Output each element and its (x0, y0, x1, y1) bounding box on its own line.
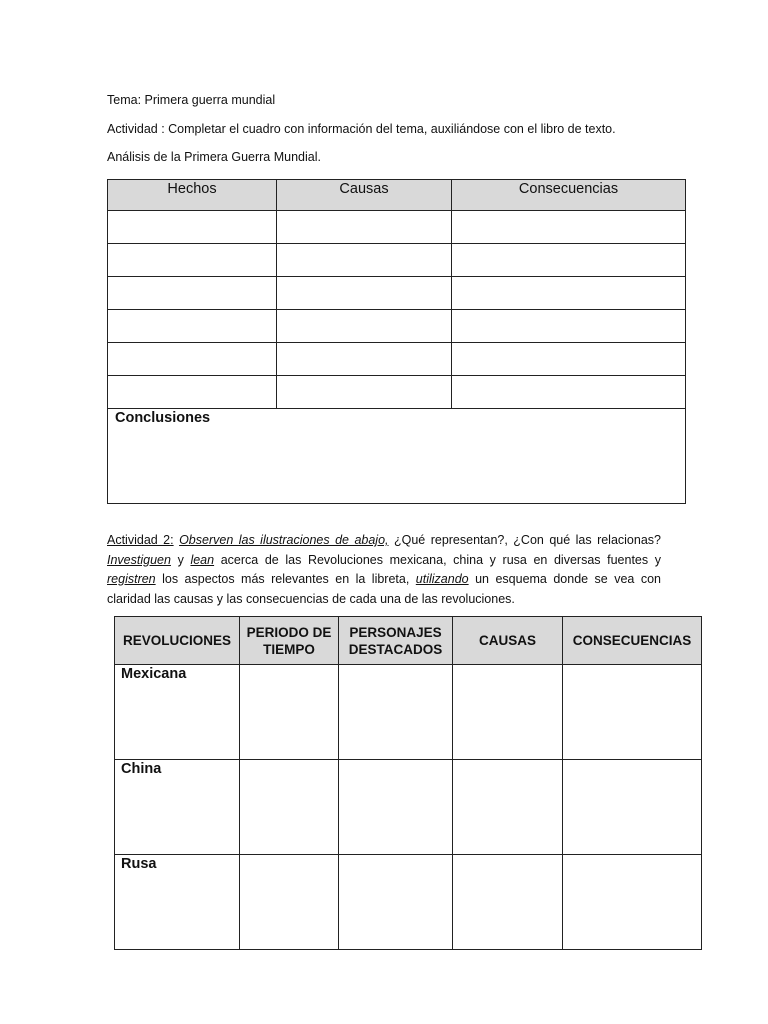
header-revoluciones: REVOLUCIONES (115, 617, 240, 665)
conjunction-y: y (177, 552, 184, 567)
analysis-title: Análisis de la Primera Guerra Mundial. (107, 150, 321, 164)
table-row (108, 277, 686, 310)
table-cell[interactable] (108, 244, 277, 277)
table-cell[interactable] (453, 855, 563, 950)
table-cell[interactable] (240, 760, 339, 855)
table-cell[interactable] (563, 855, 702, 950)
question-text: ¿Qué representan?, ¿Con qué las relacionas? (393, 533, 661, 547)
table-cell[interactable] (108, 343, 277, 376)
activity-2-paragraph (107, 531, 661, 609)
table-cell[interactable] (452, 343, 686, 376)
table-cell[interactable] (452, 310, 686, 343)
activity-2-label: Actividad 2: (107, 533, 174, 547)
table-cell[interactable] (563, 760, 702, 855)
table-header-row (115, 617, 702, 665)
table-header-row (108, 180, 686, 211)
table-cell[interactable] (339, 665, 453, 760)
investiguen-word: Investiguen (107, 552, 171, 567)
table-row (108, 376, 686, 409)
row-label-mexicana: Mexicana (115, 665, 240, 760)
table-cell[interactable] (108, 211, 277, 244)
scheme-text: un esquema donde se vea con (475, 572, 661, 586)
table-row (108, 211, 686, 244)
conclusions-cell[interactable] (108, 409, 686, 504)
table-cell[interactable] (277, 277, 452, 310)
table-cell[interactable] (240, 855, 339, 950)
activity-instruction: Actividad : Completar el cuadro con información del tema, auxiliándose con el libro de texto. (107, 122, 616, 136)
header-hechos: Hechos (108, 180, 277, 211)
revolutions-table (114, 616, 702, 950)
table-cell[interactable] (108, 310, 277, 343)
table-cell[interactable] (453, 665, 563, 760)
table-cell[interactable] (452, 376, 686, 409)
table-cell[interactable] (339, 760, 453, 855)
table-row (115, 855, 702, 950)
table-cell[interactable] (453, 760, 563, 855)
table-cell[interactable] (108, 376, 277, 409)
table-row (115, 760, 702, 855)
table-cell[interactable] (277, 211, 452, 244)
table-cell[interactable] (452, 277, 686, 310)
table-row (108, 343, 686, 376)
table-row (115, 665, 702, 760)
header-personajes: PERSONAJES DESTACADOS (339, 617, 453, 665)
table-cell[interactable] (452, 244, 686, 277)
table-cell[interactable] (277, 343, 452, 376)
table-cell[interactable] (277, 244, 452, 277)
conclusions-label: Conclusiones (115, 410, 211, 426)
revolutions-text: acerca de las Revoluciones mexicana, china y rusa en diversas fuentes y (220, 552, 661, 567)
table-cell[interactable] (277, 310, 452, 343)
clarity-text: claridad las causas y las consecuencias de cada una de las revoluciones. (107, 591, 515, 606)
header-periodo: PERIODO DE TIEMPO (240, 617, 339, 665)
utilizando-word: utilizando (415, 572, 469, 586)
conclusions-row (108, 409, 686, 504)
observe-text: Observen las ilustraciones de abajo, (179, 533, 389, 547)
table-row (108, 310, 686, 343)
table-cell[interactable] (240, 665, 339, 760)
row-label-china: China (115, 760, 240, 855)
table-cell[interactable] (339, 855, 453, 950)
header-consecuencias: CONSECUENCIAS (563, 617, 702, 665)
registren-word: registren (107, 572, 156, 586)
table-cell[interactable] (563, 665, 702, 760)
table-cell[interactable] (452, 211, 686, 244)
header-consecuencias: Consecuencias (452, 180, 686, 211)
header-causas: CAUSAS (453, 617, 563, 665)
table-cell[interactable] (108, 277, 277, 310)
notebook-text: los aspectos más relevantes en la libreta, (162, 572, 410, 586)
topic-line: Tema: Primera guerra mundial (107, 93, 276, 107)
table-cell[interactable] (277, 376, 452, 409)
row-label-rusa: Rusa (115, 855, 240, 950)
table-row (108, 244, 686, 277)
lean-word: lean (190, 552, 215, 567)
ww1-analysis-table (107, 179, 686, 504)
header-causas: Causas (277, 180, 452, 211)
